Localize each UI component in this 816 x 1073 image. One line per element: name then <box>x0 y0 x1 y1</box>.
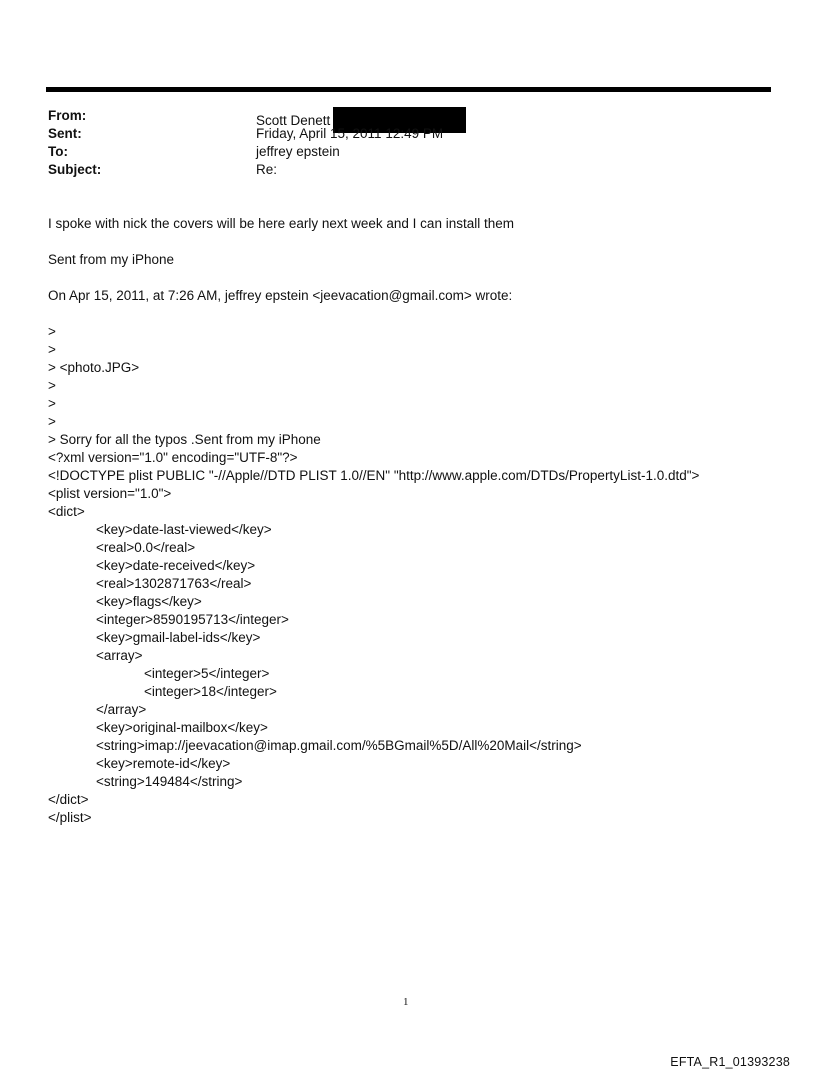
quoted-line: > <photo.JPG> <box>48 360 140 375</box>
plist-array-item: <integer>18</integer> <box>144 684 277 699</box>
subject-row <box>48 161 748 179</box>
plist-entry: <key>remote-id</key> <box>96 756 231 771</box>
plist-open: <plist version="1.0"> <box>48 486 172 501</box>
quoted-line: > <box>48 414 56 429</box>
quoted-line: > <box>48 342 56 357</box>
plist-entry: <real>0.0</real> <box>96 540 196 555</box>
quoted-line: > <box>48 324 56 339</box>
quoted-content <box>48 323 768 827</box>
from-row <box>48 107 748 128</box>
plist-entry: <key>original-mailbox</key> <box>96 720 268 735</box>
email-header <box>48 107 748 179</box>
plist-close: </plist> <box>48 810 92 825</box>
sent-label: Sent: <box>48 126 82 141</box>
from-name: Scott Denett <box>256 113 331 128</box>
plist-entry: </array> <box>96 702 147 717</box>
plist-entry: <key>date-last-viewed</key> <box>96 522 272 537</box>
plist-array-item: <integer>5</integer> <box>144 666 270 681</box>
to-value: jeffrey epstein <box>256 144 340 159</box>
quoted-line: > Sorry for all the typos .Sent from my iPhone <box>48 432 321 447</box>
email-body <box>48 215 768 827</box>
plist-entry: <key>gmail-label-ids</key> <box>96 630 261 645</box>
dict-open: <dict> <box>48 504 85 519</box>
plist-entry: <array> <box>96 648 143 663</box>
bates-number: EFTA_R1_01393238 <box>670 1055 790 1069</box>
from-label: From: <box>48 108 87 123</box>
quoted-line: > <box>48 396 56 411</box>
to-label: To: <box>48 144 68 159</box>
quote-intro: On Apr 15, 2011, at 7:26 AM, jeffrey epstein <jeevacation@gmail.com> wrote: <box>48 288 513 303</box>
plist-entry: <real>1302871763</real> <box>96 576 252 591</box>
sent-row <box>48 125 748 143</box>
xml-declaration: <?xml version="1.0" encoding="UTF-8"?> <box>48 450 298 465</box>
header-rule <box>46 87 771 92</box>
quoted-line: > <box>48 378 56 393</box>
plist-entry: <integer>8590195713</integer> <box>96 612 289 627</box>
message-text: I spoke with nick the covers will be here early next week and I can install them <box>48 216 514 231</box>
sent-value: Friday, April 15, 2011 12:49 PM <box>256 126 444 141</box>
signature-text: Sent from my iPhone <box>48 252 175 267</box>
page-number: 1 <box>403 996 409 1008</box>
subject-value: Re: <box>256 162 278 177</box>
plist-entry: <key>date-received</key> <box>96 558 256 573</box>
plist-entry: <string>imap://jeevacation@imap.gmail.com/%5BGmail%5D/All%20Mail</string> <box>96 738 582 753</box>
dict-close: </dict> <box>48 792 89 807</box>
subject-label: Subject: <box>48 162 102 177</box>
plist-entry: <string>149484</string> <box>96 774 243 789</box>
plist-entry: <key>flags</key> <box>96 594 202 609</box>
doctype-line: <!DOCTYPE plist PUBLIC "-//Apple//DTD PLIST 1.0//EN" "http://www.apple.com/DTDs/PropertyList-1.0.dtd"> <box>48 468 700 483</box>
to-row <box>48 143 748 161</box>
